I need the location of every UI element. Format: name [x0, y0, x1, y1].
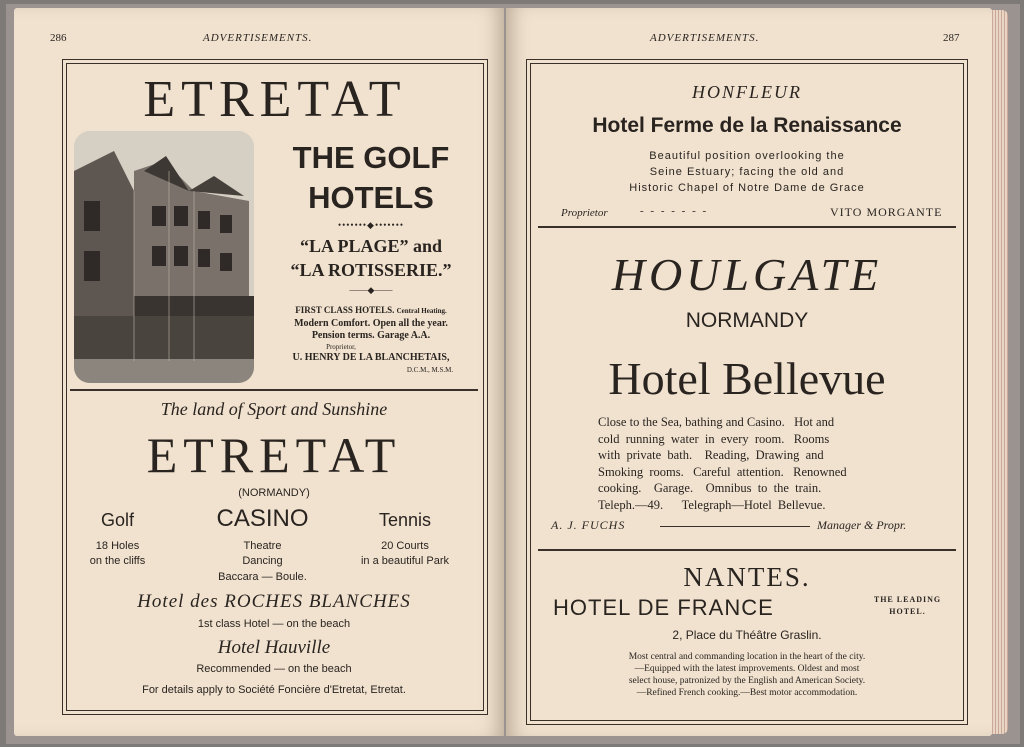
ferme-renaissance: Hotel Ferme de la Renaissance	[592, 114, 902, 137]
hotel-de-france: HOTEL DE FRANCE	[553, 595, 774, 620]
left-page-number: 286	[50, 32, 67, 44]
etretat-title: ETRETAT	[143, 71, 407, 128]
bellevue-desc-1: Close to the Sea, bathing and Casino. Hot and	[598, 415, 835, 429]
la-rotisserie: “LA ROTISSERIE.”	[290, 260, 452, 280]
nantes-town: NANTES.	[683, 562, 811, 592]
bellevue-desc-4: Smoking rooms. Careful attention. Renowned	[598, 464, 847, 479]
tennis-detail-1: 20 Courts	[381, 540, 429, 552]
hotel-bellevue: Hotel Bellevue	[608, 353, 886, 404]
pension-terms: Pension terms. Garage A.A.	[311, 330, 431, 341]
hotel-roches-blanches: Hotel des ROCHES BLANCHES	[137, 591, 411, 612]
nantes-desc-3: select house, patronized by the English and American Society.	[628, 676, 866, 686]
hotel-photo	[74, 131, 254, 383]
honfleur-proprietor-label: Proprietor	[561, 207, 608, 219]
golf-hotels-line1: THE GOLF	[292, 140, 450, 175]
honfleur-dashes: - - - - - - -	[640, 205, 709, 217]
casino-heading: CASINO	[216, 505, 309, 532]
bellevue-desc-3: with private bath. Reading, Drawing and	[598, 448, 824, 462]
leading-badge-2: HOTEL.	[889, 607, 926, 616]
bellevue-desc-5: cooking. Garage. Omnibus to the train.	[598, 481, 822, 495]
proprietor-suffix: D.C.M., M.S.M.	[406, 366, 454, 374]
page-edges	[990, 10, 1008, 734]
modern-comfort: Modern Comfort. Open all the year.	[294, 318, 448, 329]
honfleur-desc-1: Beautiful position overlooking the	[649, 150, 845, 162]
bellevue-desc-6: Teleph.—49. Telegraph—Hotel Bellevue.	[598, 497, 826, 512]
hotel-hauville: Hotel Hauville	[217, 637, 331, 658]
etretat-title-2: ETRETAT	[146, 427, 402, 483]
central-heating: Central Heating.	[396, 307, 447, 315]
right-divider-1	[538, 226, 956, 228]
proprietor-name: U. HENRY DE LA BLANCHETAIS,	[292, 352, 450, 363]
manager-rule	[660, 526, 810, 527]
houlgate-town: HOULGATE	[611, 249, 883, 300]
hauville-desc: Recommended — on the beach	[196, 663, 352, 675]
nantes-desc-1: Most central and commanding location in the heart of the city.	[628, 652, 866, 662]
honfleur-desc-3: Historic Chapel of Notre Dame de Grace	[629, 182, 865, 194]
casino-detail-1: Theatre	[243, 540, 282, 552]
golf-heading: Golf	[100, 510, 134, 530]
houlgate-region: NORMANDY	[685, 309, 809, 332]
right-page-number: 287	[943, 32, 960, 44]
ornament-divider-2: ——◆——	[349, 285, 393, 295]
golf-hotels-line2: HOTELS	[308, 180, 434, 215]
baccara-boule: Baccara — Boule.	[218, 571, 307, 583]
nantes-desc-4: —Refined French cooking.—Best motor accommodation.	[636, 688, 858, 698]
ornament-divider: •••••••◆•••••••	[337, 220, 405, 230]
nantes-desc-2: —Equipped with the latest improvements. Oldest and most	[634, 664, 860, 674]
apply-details: For details apply to Société Foncière d'Etretat, Etretat.	[142, 684, 406, 696]
first-class-label: FIRST CLASS HOTELS.	[295, 305, 395, 315]
nantes-address: 2, Place du Théâtre Graslin.	[672, 628, 822, 642]
bellevue-desc-2: cold running water in every room. Rooms	[598, 431, 830, 446]
tennis-detail-2: in a beautiful Park	[360, 555, 450, 567]
proprietor-label: Proprietor,	[326, 343, 356, 351]
first-class-hotels	[266, 305, 476, 315]
roches-blanches-desc: 1st class Hotel — on the beach	[197, 618, 351, 630]
leading-badge-1: THE LEADING	[873, 595, 942, 604]
tennis-heading: Tennis	[378, 510, 432, 530]
honfleur-desc-2: Seine Estuary; facing the old and	[649, 166, 845, 178]
left-running-head: ADVERTISEMENTS.	[203, 32, 313, 44]
bellevue-manager-title: Manager & Propr.	[817, 518, 907, 532]
bellevue-manager: A. J. FUCHS	[551, 518, 626, 532]
tagline: The land of Sport and Sunshine	[160, 399, 388, 419]
right-running-head: ADVERTISEMENTS.	[650, 32, 760, 44]
honfleur-proprietor: VITO MORGANTE	[830, 205, 943, 219]
right-divider-2	[538, 549, 956, 551]
bellevue-description	[598, 414, 847, 513]
honfleur-town: HONFLEUR	[692, 82, 802, 102]
la-plage: “LA PLAGE” and	[299, 236, 443, 256]
casino-detail-2: Dancing	[242, 555, 283, 567]
golf-detail-2: on the cliffs	[89, 555, 146, 567]
left-divider	[70, 389, 478, 391]
region-normandy: (NORMANDY)	[238, 487, 310, 499]
golf-detail-1: 18 Holes	[95, 540, 140, 552]
hotel-photo-illustration	[74, 131, 254, 383]
